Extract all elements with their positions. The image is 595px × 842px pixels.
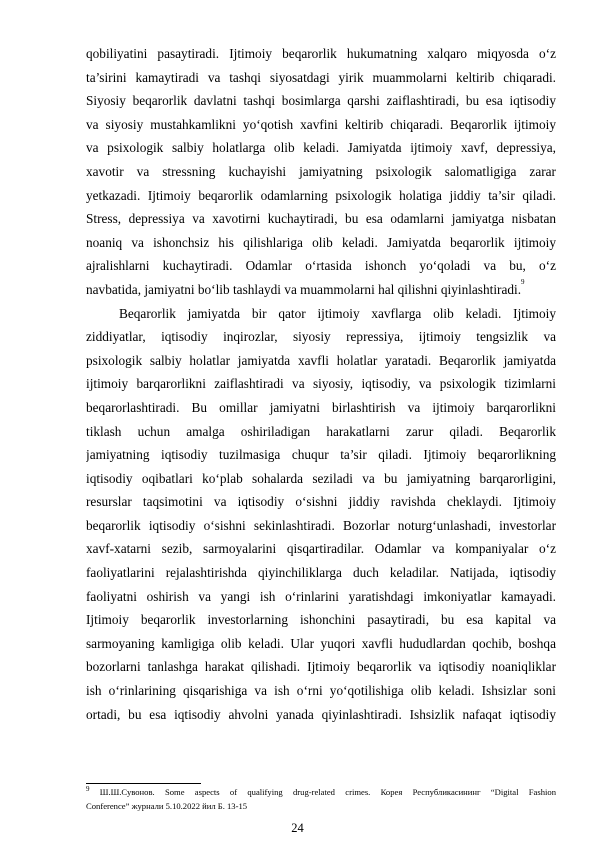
text-line: ziddiyatlar, iqtisodiy inqirozlar, siyosiy repressiya, ijtimoiy tengsizlik va bbox=[86, 329, 556, 345]
main-text bbox=[86, 42, 556, 726]
text-line: beqarorlashtiradi. Bu omillar jamiyatni birlashtirish va ijtimoiy barqarorlikni bbox=[86, 399, 556, 415]
text-line: ish o‘rinlarining qisqarishiga va ish o‘rni yo‘qotilishiga olib keladi. Ishsizlar soni bbox=[86, 683, 556, 699]
text-line: iqtisodiy oqibatlari ko‘plab sohalarda seziladi va bu jamiyatning barqarorligini, bbox=[86, 470, 556, 486]
text-line: sarmoyaning kamligiga olib keladi. Ular yuqori xavfli hududlardan qochib, boshqa bbox=[86, 635, 556, 651]
text-line: jamiyatning iqtisodiy tuzilmasiga chuqur ta’sir qiladi. Ijtimoiy beqarorlikning bbox=[86, 447, 556, 463]
text-line: psixologik salbiy holatlar jamiyatda xavfli holatlar yaratadi. Beqarorlik jamiyatda bbox=[86, 352, 556, 368]
text-line: Ijtimoiy beqarorlik investorlarning ishonchini pasaytiradi, bu esa kapital va bbox=[86, 612, 556, 628]
text-line: resurslar taqsimotini va iqtisodiy o‘sishni jiddiy ravishda cheklaydi. Ijtimoiy bbox=[86, 494, 556, 510]
footnote-number: 9 bbox=[86, 785, 90, 793]
text-line: ajralishlarni kuchaytiradi. Odamlar o‘rtasida ishonch yo‘qoladi va bu, o‘z bbox=[86, 258, 556, 274]
text-line: va psixologik salbiy holatlarga olib keladi. Jamiyatda ijtimoiy xavf, depressiya, bbox=[86, 140, 556, 156]
text-line: yetkazadi. Ijtimoiy beqarorlik odamlarning psixologik holatiga jiddiy ta’sir qiladi. bbox=[86, 187, 556, 203]
paragraph-last-line bbox=[86, 278, 556, 302]
text-line: beqarorlik iqtisodiy o‘sishni sekinlashtiradi. Bozorlar noturg‘unlashadi, investorlar bbox=[86, 517, 556, 533]
text-line: faoliyatlarini rejalashtirishda qiyinchiliklarga duch keladilar. Natijada, iqtisodiy bbox=[86, 565, 556, 581]
footnote-separator bbox=[86, 783, 201, 784]
text-line: Siyosiy beqarorlik davlatni tashqi bosimlarga qarshi zaiflashtiradi, bu esa iqtisodiy bbox=[86, 93, 556, 109]
text-line: bozorlarni tanlashga harakat qilishadi. Ijtimoiy beqarorlik va iqtisodiy noaniqliklar bbox=[86, 659, 556, 675]
text-line: faoliyatni oshirish va yangi ish o‘rinlarini yaratishdagi imkoniyatlar kamayadi. bbox=[86, 588, 556, 604]
text-line: tiklash uchun amalga oshiriladigan harakatlarni zarur qiladi. Beqarorlik bbox=[86, 423, 556, 439]
text-line: noaniq va ishonchsiz his qilishlariga olib keladi. Jamiyatda beqarorlik ijtimoiy bbox=[86, 234, 556, 250]
text-line: xavf-xatarni sezib, sarmoyalarini qisqartiradilar. Odamlar va kompaniyalar o‘z bbox=[86, 541, 556, 557]
text-line: ta’sirini kamaytiradi va tashqi siyosatdagi yirik muammolarni keltirib chiqaradi. bbox=[86, 69, 556, 85]
text-line: ijtimoiy barqarorlikni zaiflashtiradi va siyosiy, iqtisodiy, va psixologik tizimlarni bbox=[86, 376, 556, 392]
text-line: navbatida, jamiyatni bo‘lib tashlaydi va muammolarni hal qilishni qiyinlashtiradi. bbox=[86, 281, 522, 297]
footnote-line bbox=[86, 785, 556, 799]
footnote bbox=[86, 785, 556, 813]
text-line: qobiliyatini pasaytiradi. Ijtimoiy beqarorlik hukumatning xalqaro miqyosda o‘z bbox=[86, 46, 556, 61]
text-line: va siyosiy mustahkamlikni yo‘qotish xavfini keltirib chiqaradi. Beqarorlik ijtimoiy bbox=[86, 116, 556, 132]
text-line: xavotir va stressning kuchayishi jamiyatning psixologik salomatligiga zarar bbox=[86, 163, 556, 179]
text-line: ortadi, bu esa iqtisodiy ahvolni yanada qiyinlashtiradi. Ishsizlik nafaqat iqtisodiy bbox=[86, 706, 556, 722]
footnote-text: Ш.Ш.Сувонов. Some aspects of qualifying drug-related crimes. Корея Республикасининг “Digital Fashion bbox=[99, 787, 556, 797]
footnote-line: Conference” журнали 5.10.2022 йил Б. 13-15 bbox=[86, 801, 248, 811]
text-line: Stress, depressiya va xavotirni kuchaytiradi, bu esa odamlarni jamiyatga nisbatan bbox=[86, 211, 556, 227]
page-number: 24 bbox=[291, 821, 304, 835]
footnote-reference: 9 bbox=[521, 277, 525, 286]
paragraph-first-line: Beqarorlik jamiyatda bir qator ijtimoiy xavflarga olib keladi. Ijtimoiy bbox=[119, 305, 556, 321]
